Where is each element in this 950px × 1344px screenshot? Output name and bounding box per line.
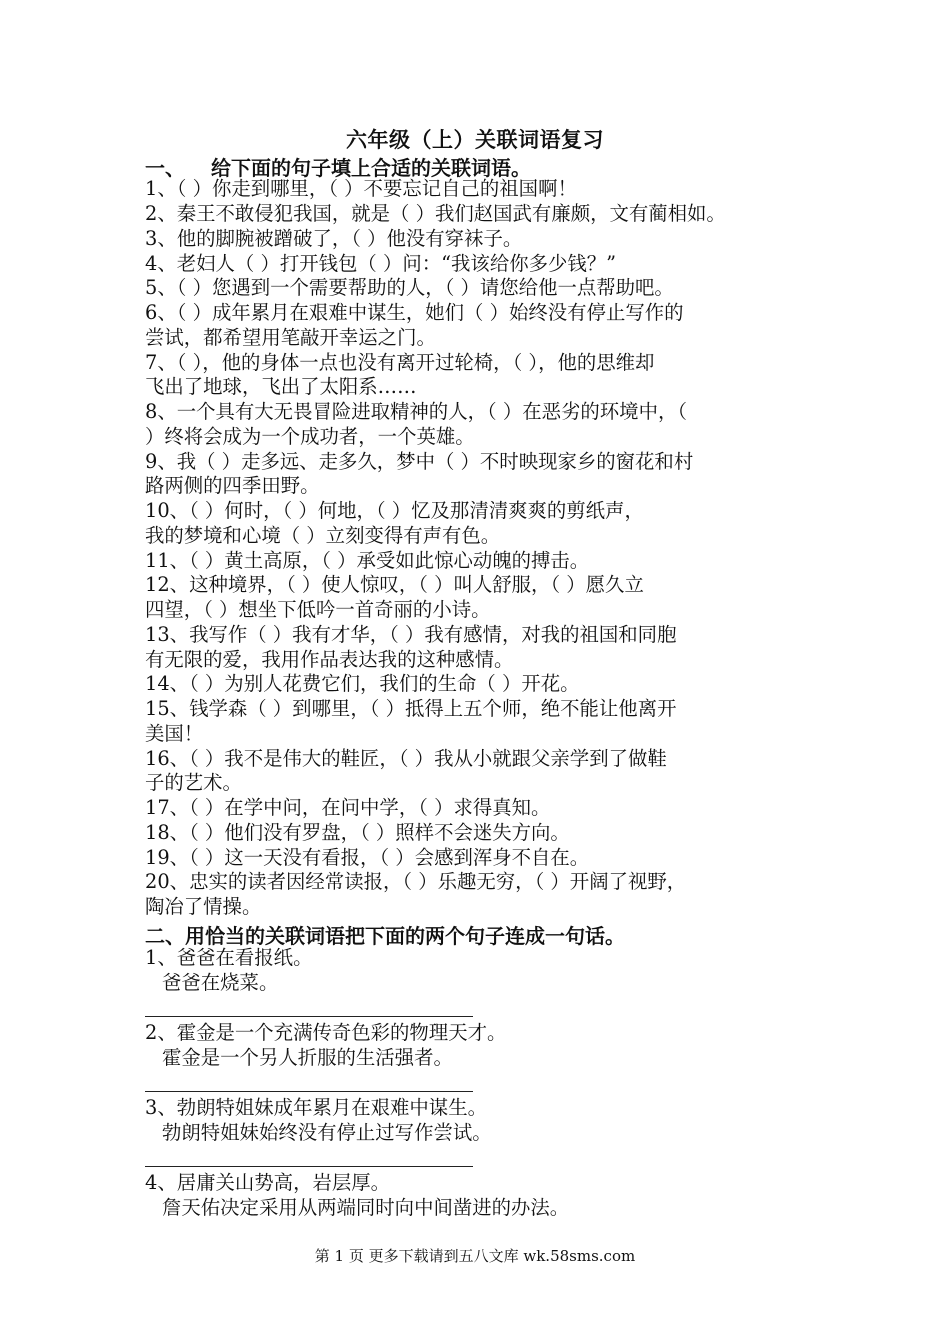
answer-line (145, 1016, 473, 1017)
answer-line (145, 1166, 473, 1167)
exercise-line: 16、（ ）我不是伟大的鞋匠，（ ）我从小就跟父亲学到了做鞋 (145, 747, 667, 770)
exercise-line: 飞出了地球，飞出了太阳系…… (145, 375, 417, 398)
exercise-line: 美国！ (145, 722, 204, 745)
exercise-line: 8、一个具有大无畏冒险进取精神的人，（ ）在恶劣的环境中，（ (145, 400, 688, 423)
exercise-line: 13、我写作（ ）我有才华，（ ）我有感情，对我的祖国和同胞 (145, 623, 677, 646)
page-footer: 第 1 页 更多下载请到五八文库 wk.58sms.com (314, 1247, 636, 1265)
exercise-line: 有无限的爱，我用作品表达我的这种感情。 (145, 648, 514, 671)
exercise-line: 4、老妇人（ ）打开钱包（ ）问：“我该给你多少钱？” (145, 252, 617, 275)
exercise-line: 路两侧的四季田野。 (145, 474, 320, 497)
sentence-pair-first: 4、居庸关山势高，岩层厚。 (145, 1171, 391, 1194)
exercise-line: 11、（ ）黄土高原，（ ）承受如此惊心动魄的搏击。 (145, 549, 590, 572)
section-1-number: 一、 (145, 156, 185, 180)
exercise-line: 17、（ ）在学中问，在问中学，（ ）求得真知。 (145, 796, 551, 819)
exercise-line: 14、（ ）为别人花费它们，我们的生命（ ）开花。 (145, 672, 580, 695)
exercise-line: 2、秦王不敢侵犯我国，就是（ ）我们赵国武有廉颇，文有蔺相如。 (145, 202, 726, 225)
exercise-line: 子的艺术。 (145, 771, 242, 794)
exercise-line: 20、忠实的读者因经常读报，（ ）乐趣无穷，（ ）开阔了视野， (145, 870, 687, 893)
exercise-line: 我的梦境和心境（ ）立刻变得有声有色。 (145, 524, 501, 547)
exercise-line: 四望，（ ）想坐下低吟一首奇丽的小诗。 (145, 598, 491, 621)
sentence-pair-first: 3、勃朗特姐妹成年累月在艰难中谋生。 (145, 1096, 487, 1119)
exercise-line: 19、（ ）这一天没有看报，（ ）会感到浑身不自在。 (145, 846, 590, 869)
sentence-pair-second: 勃朗特姐妹始终没有停止过写作尝试。 (162, 1121, 492, 1144)
section-2-heading: 二、用恰当的关联词语把下面的两个句子连成一句话。 (145, 924, 625, 948)
exercise-line: 1、（ ）你走到哪里，（ ）不要忘记自己的祖国啊！ (145, 177, 577, 200)
exercise-line: 12、这种境界，（ ）使人惊叹，（ ）叫人舒服，（ ）愿久立 (145, 573, 644, 596)
sentence-pair-first: 2、霍金是一个充满传奇色彩的物理天才。 (145, 1021, 507, 1044)
exercise-line: 5、（ ）您遇到一个需要帮助的人，（ ）请您给他一点帮助吧。 (145, 276, 674, 299)
exercise-line: 尝试，都希望用笔敲开幸运之门。 (145, 326, 436, 349)
sentence-pair-second: 爸爸在烧菜。 (162, 971, 279, 994)
exercise-line: 6、（ ）成年累月在艰难中谋生，她们（ ）始终没有停止写作的 (145, 301, 684, 324)
exercise-line: 10、（ ）何时，（ ）何地，（ ）忆及那清清爽爽的剪纸声， (145, 499, 644, 522)
exercise-line: ）终将会成为一个成功者，一个英雄。 (145, 425, 475, 448)
sentence-pair-first: 1、爸爸在看报纸。 (145, 946, 313, 969)
exercise-line: 18、（ ）他们没有罗盘，（ ）照样不会迷失方向。 (145, 821, 570, 844)
exercise-line: 9、我（ ）走多远、走多久，梦中（ ）不时映现家乡的窗花和村 (145, 450, 694, 473)
sentence-pair-second: 霍金是一个另人折服的生活强者。 (162, 1046, 453, 1069)
section-1-title: 给下面的句子填上合适的关联词语。 (211, 156, 531, 180)
answer-line (145, 1091, 473, 1092)
sentence-pair-second: 詹天佑决定采用从两端同时向中间凿进的办法。 (162, 1196, 570, 1219)
page-title: 六年级（上）关联词语复习 (346, 127, 604, 152)
exercise-line: 7、（ ），他的身体一点也没有离开过轮椅，（ ），他的思维却 (145, 351, 655, 374)
exercise-line: 3、他的脚腕被蹭破了，（ ）他没有穿袜子。 (145, 227, 523, 250)
exercise-line: 陶冶了情操。 (145, 895, 262, 918)
exercise-line: 15、钱学森（ ）到哪里，（ ）抵得上五个师，绝不能让他离开 (145, 697, 677, 720)
